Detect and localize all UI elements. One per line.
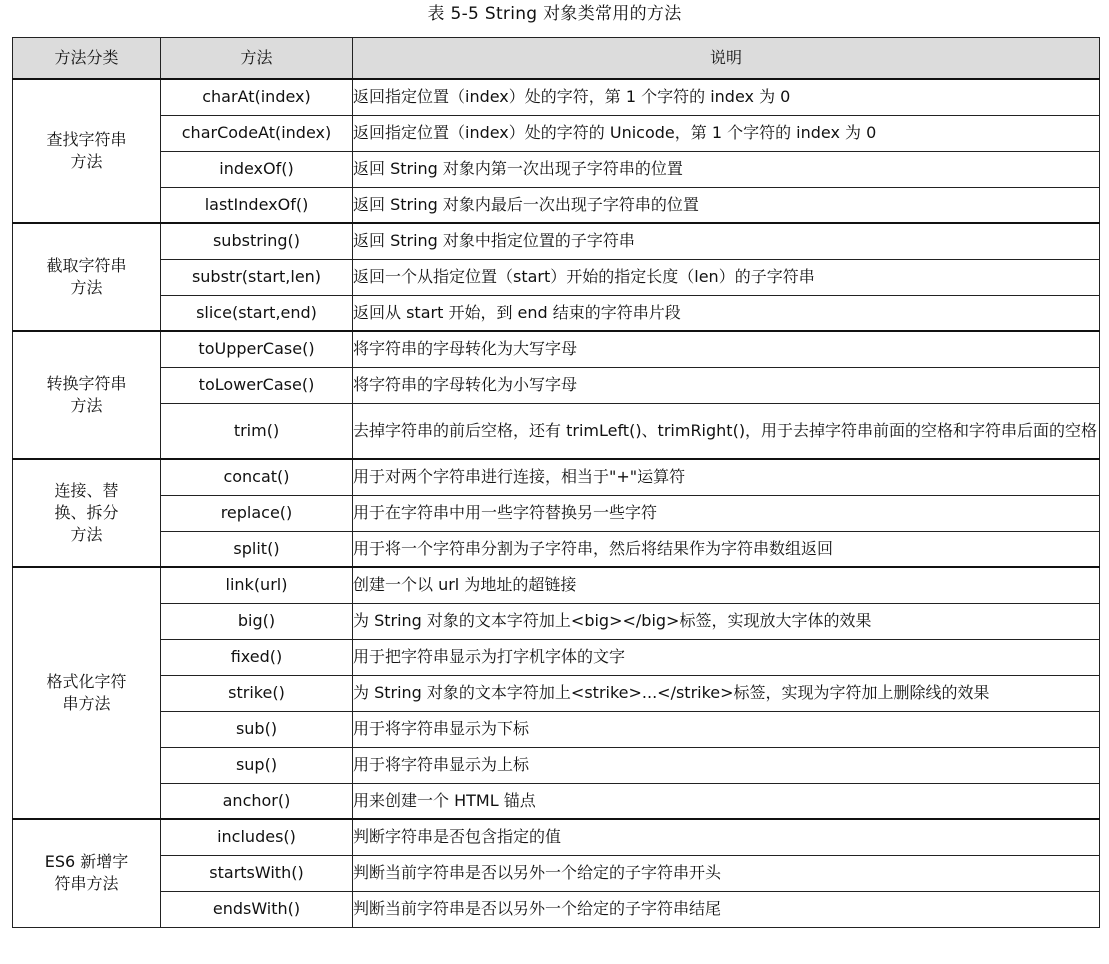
category-line: 方法 — [70, 152, 103, 171]
category-cell — [13, 567, 161, 819]
category-cell — [13, 79, 161, 223]
method-cell: replace() — [161, 495, 353, 531]
table-row — [13, 639, 1100, 675]
category-line: 连接、替 — [54, 481, 119, 500]
description-cell: 返回 String 对象内第一次出现子字符串的位置 — [353, 151, 1100, 187]
description-cell: 用于将字符串显示为下标 — [353, 711, 1100, 747]
category-line: 格式化字符 — [46, 672, 127, 691]
method-cell: charCodeAt(index) — [161, 115, 353, 151]
description-cell: 判断字符串是否包含指定的值 — [353, 819, 1100, 855]
description-cell: 用来创建一个 HTML 锚点 — [353, 783, 1100, 819]
string-methods-table — [12, 37, 1100, 928]
table-row — [13, 331, 1100, 367]
table-caption: 表 5-5 String 对象类常用的方法 — [427, 4, 682, 24]
method-cell: charAt(index) — [161, 79, 353, 115]
method-cell: concat() — [161, 459, 353, 495]
method-cell: anchor() — [161, 783, 353, 819]
category-line: ES6 新增字 — [44, 852, 129, 872]
table-row — [13, 603, 1100, 639]
table-row — [13, 855, 1100, 891]
header-category: 方法分类 — [13, 38, 161, 80]
method-cell: startsWith() — [161, 855, 353, 891]
method-cell: substring() — [161, 223, 353, 259]
category-cell — [13, 459, 161, 567]
description-cell: 创建一个以 url 为地址的超链接 — [353, 567, 1100, 603]
method-cell: lastIndexOf() — [161, 187, 353, 223]
table-row — [13, 675, 1100, 711]
description-cell: 返回 String 对象中指定位置的子字符串 — [353, 223, 1100, 259]
method-cell: indexOf() — [161, 151, 353, 187]
table-row — [13, 459, 1100, 495]
category-cell — [13, 223, 161, 331]
table-row — [13, 259, 1100, 295]
table-row — [13, 187, 1100, 223]
header-description: 说明 — [353, 38, 1100, 80]
table-row — [13, 891, 1100, 927]
table-row — [13, 711, 1100, 747]
category-cell — [13, 819, 161, 927]
description-cell: 用于将一个字符串分割为子字符串，然后将结果作为字符串数组返回 — [353, 531, 1100, 567]
description-cell: 为 String 对象的文本字符加上<big></big>标签，实现放大字体的效果 — [353, 603, 1100, 639]
category-line: 串方法 — [62, 694, 111, 713]
method-cell: strike() — [161, 675, 353, 711]
method-cell: fixed() — [161, 639, 353, 675]
method-cell: split() — [161, 531, 353, 567]
description-cell: 将字符串的字母转化为小写字母 — [353, 367, 1100, 403]
description-cell: 判断当前字符串是否以另外一个给定的子字符串结尾 — [353, 891, 1100, 927]
table-row — [13, 295, 1100, 331]
method-cell: endsWith() — [161, 891, 353, 927]
description-cell: 返回指定位置（index）处的字符的 Unicode，第 1 个字符的 index 为 0 — [353, 115, 1100, 151]
category-line: 符串方法 — [54, 874, 119, 894]
table-row — [13, 495, 1100, 531]
method-cell: substr(start,len) — [161, 259, 353, 295]
description-cell: 返回 String 对象内最后一次出现子字符串的位置 — [353, 187, 1100, 223]
method-cell: toLowerCase() — [161, 367, 353, 403]
category-line: 方法 — [70, 278, 103, 297]
method-cell: includes() — [161, 819, 353, 855]
description-cell: 为 String 对象的文本字符加上<strike>...</strike>标签，实现为字符加上删除线的效果 — [353, 675, 1100, 711]
description-cell: 用于把字符串显示为打字机字体的文字 — [353, 639, 1100, 675]
table-row — [13, 79, 1100, 115]
method-cell: sup() — [161, 747, 353, 783]
table-row — [13, 819, 1100, 855]
method-cell: link(url) — [161, 567, 353, 603]
description-cell: 返回指定位置（index）处的字符，第 1 个字符的 index 为 0 — [353, 79, 1100, 115]
category-line: 方法 — [70, 525, 103, 544]
category-line: 换、拆分 — [54, 503, 119, 522]
method-cell: slice(start,end) — [161, 295, 353, 331]
description-cell: 将字符串的字母转化为大写字母 — [353, 331, 1100, 367]
description-cell: 用于对两个字符串进行连接，相当于"+"运算符 — [353, 459, 1100, 495]
category-line: 截取字符串 — [46, 256, 127, 275]
category-line: 方法 — [70, 396, 103, 415]
method-cell: sub() — [161, 711, 353, 747]
header-method: 方法 — [161, 38, 353, 80]
category-line: 转换字符串 — [46, 374, 127, 393]
table-row — [13, 531, 1100, 567]
method-cell: big() — [161, 603, 353, 639]
table-row — [13, 747, 1100, 783]
description-cell: 去掉字符串的前后空格，还有 trimLeft()、trimRight()，用于去掉字符串前面的空格和字符串后面的空格 — [353, 403, 1100, 459]
table-row — [13, 567, 1100, 603]
table-row — [13, 367, 1100, 403]
table-row — [13, 223, 1100, 259]
table-row — [13, 115, 1100, 151]
description-cell: 返回从 start 开始，到 end 结束的字符串片段 — [353, 295, 1100, 331]
table-row — [13, 403, 1100, 459]
category-line: 查找字符串 — [46, 130, 127, 149]
description-cell: 用于在字符串中用一些字符替换另一些字符 — [353, 495, 1100, 531]
description-cell: 判断当前字符串是否以另外一个给定的子字符串开头 — [353, 855, 1100, 891]
description-cell: 返回一个从指定位置（start）开始的指定长度（len）的子字符串 — [353, 259, 1100, 295]
description-cell: 用于将字符串显示为上标 — [353, 747, 1100, 783]
method-cell: trim() — [161, 403, 353, 459]
table-row — [13, 783, 1100, 819]
table-row — [13, 151, 1100, 187]
category-cell — [13, 331, 161, 459]
header-row — [13, 38, 1100, 80]
method-cell: toUpperCase() — [161, 331, 353, 367]
